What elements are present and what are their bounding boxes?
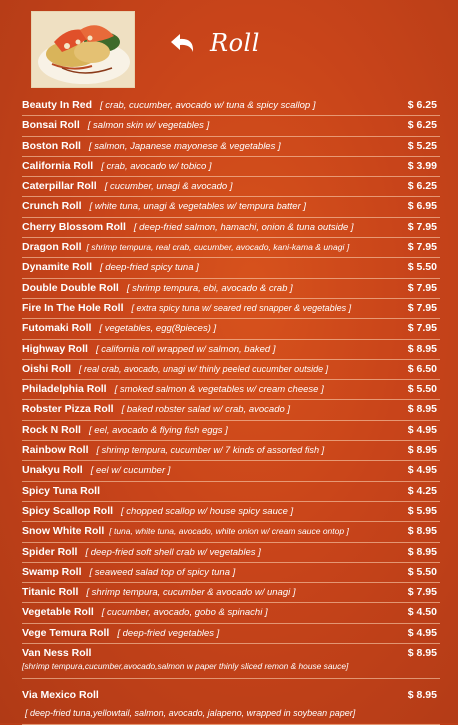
item-name: Crunch Roll <box>22 200 82 213</box>
item-price: $ 5.50 <box>407 383 437 396</box>
item-price: $ 3.99 <box>407 159 437 172</box>
item-price: $ 8.95 <box>407 545 437 558</box>
sushi-plate-image <box>32 12 135 88</box>
item-description: [ deep-fried tuna,yellowtail, salmon, avocado, jalapeno, wrapped in soybean paper] <box>25 708 356 719</box>
item-price: $ 8.95 <box>407 647 437 660</box>
item-name: Philadelphia Roll <box>22 383 107 396</box>
item-name: Oishi Roll <box>22 362 72 375</box>
item-price: $ 8.95 <box>407 689 437 702</box>
menu-item <box>22 319 440 339</box>
item-name: Dynamite Roll <box>22 261 93 274</box>
item-name: Cherry Blossom Roll <box>22 220 126 233</box>
menu-item <box>22 258 440 278</box>
item-description: [ cucumber, avocado, gobo & spinachi ] <box>101 607 268 619</box>
item-name: Vegetable Roll <box>22 606 94 619</box>
item-description: [ white tuna, unagi & vegetables w/ tempura batter ] <box>89 201 307 213</box>
item-name: Beauty In Red <box>22 99 93 111</box>
item-name: Rock N Roll <box>22 423 81 436</box>
item-price: $ 4.95 <box>407 626 437 639</box>
item-price: $ 7.95 <box>407 220 437 233</box>
item-description: [ eel, avocado & flying fish eggs ] <box>88 424 228 436</box>
menu-item <box>22 603 440 623</box>
item-price: $ 5.25 <box>407 139 437 152</box>
item-description: [ shrimp tempura, cucumber w/ 7 kinds of assorted fish ] <box>96 445 325 456</box>
item-description: [ salmon skin w/ vegetables ] <box>87 120 210 132</box>
menu-item <box>22 624 440 644</box>
menu-item <box>22 461 440 481</box>
item-price: $ 7.95 <box>407 241 437 254</box>
item-name: Swamp Roll <box>22 565 82 578</box>
item-price: $ 8.95 <box>407 342 437 355</box>
curved-arrow-icon <box>168 30 198 58</box>
item-name: Highway Roll <box>22 342 88 355</box>
menu-item <box>22 197 440 217</box>
menu-item <box>22 543 440 563</box>
item-description: [ shrimp tempura, real crab, cucumber, avocado, kani-kama & unagi ] <box>86 242 350 253</box>
item-price: $ 6.50 <box>407 362 437 375</box>
item-name: Bonsai Roll <box>22 119 80 132</box>
item-name: Futomaki Roll <box>22 322 92 335</box>
menu-item-via-mexico <box>22 686 440 725</box>
menu-item <box>22 218 440 238</box>
section-title: Roll <box>210 29 260 57</box>
menu-item <box>22 482 440 502</box>
menu-item <box>22 360 440 380</box>
menu-item <box>22 299 440 319</box>
item-description: [ chopped scallop w/ house spicy sauce ] <box>121 505 294 517</box>
item-description: [ california roll wrapped w/ salmon, baked ] <box>95 343 276 355</box>
item-name: Rainbow Roll <box>22 444 89 457</box>
item-description: [ seaweed salad top of spicy tuna ] <box>89 566 236 578</box>
item-name: Via Mexico Roll <box>22 689 99 702</box>
item-price: $ 5.50 <box>407 261 437 274</box>
item-description: [ cucumber, unagi & avocado ] <box>104 181 233 193</box>
item-description: [ shrimp tempura, ebi, avocado & crab ] <box>126 282 293 294</box>
item-description: [ tuna, white tuna, avocado, white onion w/ cream sauce ontop ] <box>109 526 349 537</box>
item-price: $ 8.95 <box>407 403 437 416</box>
item-name: California Roll <box>22 159 94 172</box>
item-description: [ smoked salmon & vegetables w/ cream cheese ] <box>114 384 324 396</box>
item-name: Van Ness Roll <box>22 647 92 660</box>
item-price: $ 7.95 <box>407 281 437 294</box>
menu-item <box>22 279 440 299</box>
item-description: [ salmon, Japanese mayonese & vegetables ] <box>88 140 281 152</box>
item-name: Dragon Roll <box>22 241 82 254</box>
item-description: [ baked robster salad w/ crab, avocado ] <box>121 404 291 416</box>
item-description: [ extra spicy tuna w/ seared red snapper & vegetables ] <box>131 302 352 313</box>
menu-item <box>22 441 440 461</box>
menu-item <box>22 96 440 116</box>
item-name: Caterpillar Roll <box>22 180 97 193</box>
item-name: Snow White Roll <box>22 525 105 538</box>
item-price: $ 7.95 <box>407 586 437 599</box>
item-name: Boston Roll <box>22 139 81 152</box>
item-description: [shrimp tempura,cucumber,avocado,salmon w paper thinly sliced remon & house sauce] <box>22 661 349 672</box>
item-name: Titanic Roll <box>22 586 79 599</box>
item-price: $ 4.50 <box>407 606 437 619</box>
item-description: [ real crab, avocado, unagi w/ thinly peeled cucumber outside ] <box>79 363 329 374</box>
item-name: Spider Roll <box>22 545 78 558</box>
item-description: [ vegetables, egg(8pieces) ] <box>99 323 217 335</box>
item-name: Unakyu Roll <box>22 464 83 477</box>
item-description: [ deep-fried soft shell crab w/ vegetables ] <box>85 546 261 558</box>
menu-item <box>22 563 440 583</box>
menu-header <box>0 0 458 95</box>
item-price: $ 6.25 <box>407 99 437 111</box>
item-description: [ eel w/ cucumber ] <box>90 465 171 477</box>
menu-item <box>22 137 440 157</box>
menu-item <box>22 583 440 603</box>
menu-item <box>22 380 440 400</box>
item-price: $ 4.95 <box>407 464 437 477</box>
item-description: [ crab, avocado w/ tobico ] <box>101 160 212 172</box>
sushi-photo <box>31 11 135 88</box>
item-name: Vege Temura Roll <box>22 626 110 639</box>
item-price: $ 4.95 <box>407 423 437 436</box>
menu-item <box>22 421 440 441</box>
menu-item <box>22 157 440 177</box>
item-price: $ 6.25 <box>407 119 437 132</box>
menu-item <box>22 238 440 258</box>
item-price: $ 4.25 <box>407 484 437 497</box>
menu-item <box>22 116 440 136</box>
item-description: [ deep-fried vegetables ] <box>117 627 220 639</box>
item-price: $ 6.95 <box>407 200 437 213</box>
item-name: Spicy Scallop Roll <box>22 504 114 517</box>
menu-item <box>22 340 440 360</box>
item-price: $ 5.95 <box>407 504 437 517</box>
menu-item-van-ness <box>22 644 440 679</box>
item-price: $ 5.50 <box>407 565 437 578</box>
item-price: $ 6.25 <box>407 180 437 193</box>
item-description: [ deep-fried spicy tuna ] <box>100 262 199 274</box>
item-name: Robster Pizza Roll <box>22 403 114 416</box>
item-price: $ 7.95 <box>407 301 437 314</box>
menu-item <box>22 177 440 197</box>
item-name: Fire In The Hole Roll <box>22 301 124 314</box>
item-price: $ 7.95 <box>407 322 437 335</box>
menu-item <box>22 522 440 542</box>
item-name: Spicy Tuna Roll <box>22 484 100 497</box>
menu-item <box>22 400 440 420</box>
item-price: $ 8.95 <box>407 444 437 457</box>
item-description: [ deep-fried salmon, hamachi, onion & tuna outside ] <box>133 221 354 233</box>
menu-list <box>22 96 440 725</box>
item-name: Double Double Roll <box>22 281 119 294</box>
menu-item <box>22 502 440 522</box>
item-description: [ crab, cucumber, avocado w/ tuna & spicy scallop ] <box>100 100 316 111</box>
item-price: $ 8.95 <box>407 525 437 538</box>
item-description: [ shrimp tempura, cucumber & avocado w/ unagi ] <box>86 587 296 599</box>
